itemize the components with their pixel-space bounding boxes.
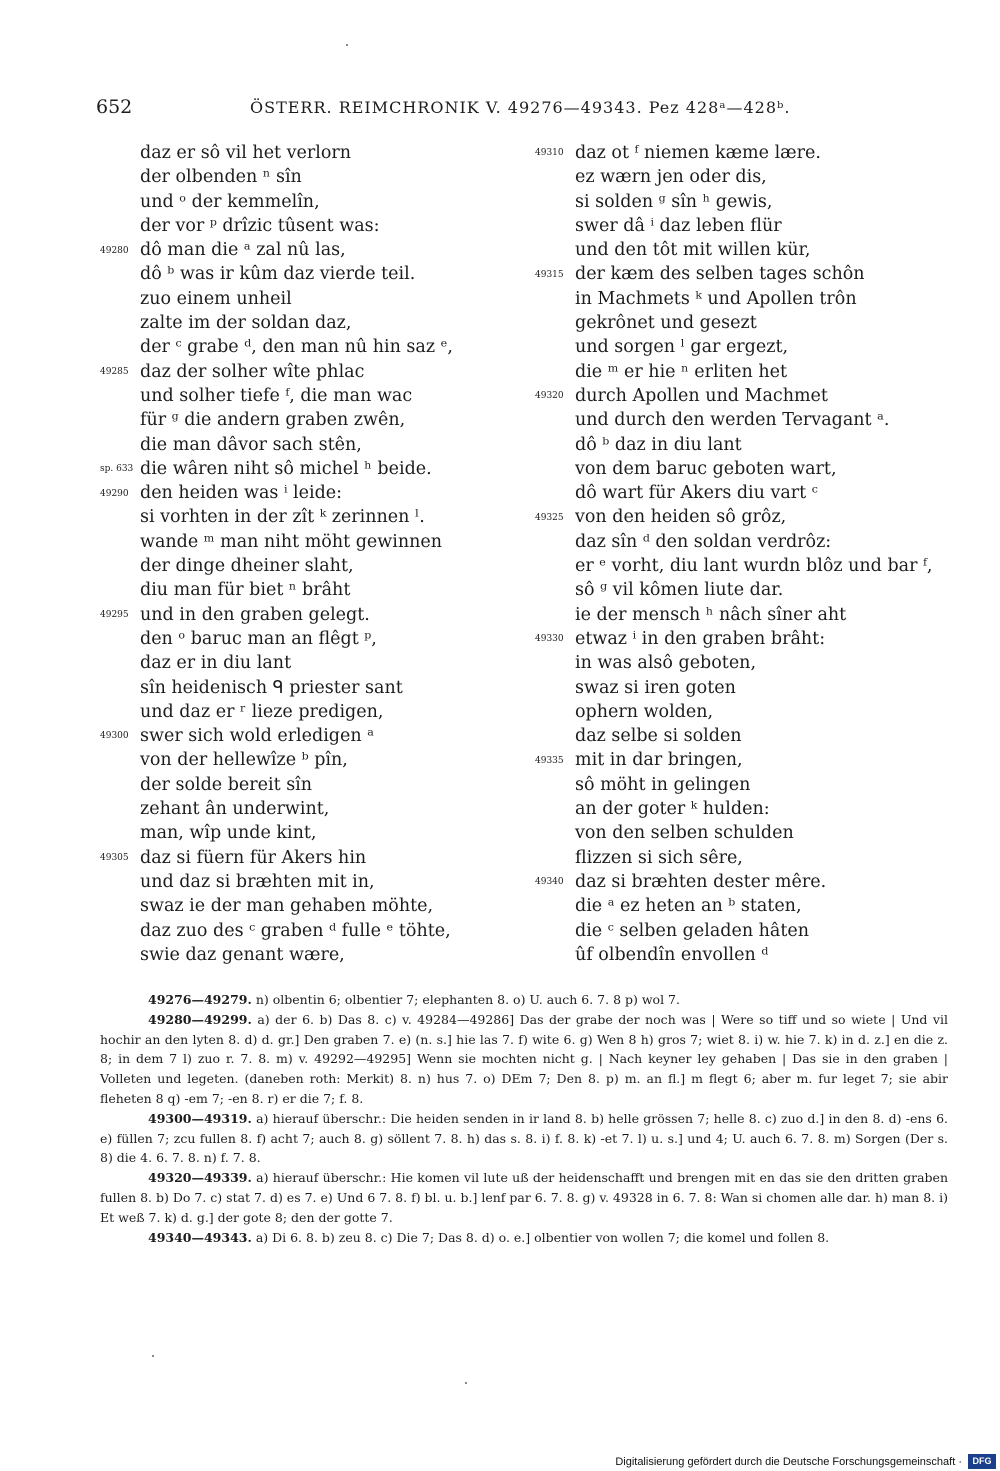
dfg-logo: DFG	[968, 1454, 996, 1469]
verse-text: daz er in diu lant	[140, 653, 292, 674]
verse-text: ez wærn jen oder dis,	[575, 167, 767, 188]
verse-line	[100, 214, 520, 238]
verse-text: si vorhten in der zît ᵏ zerinnen ˡ.	[140, 507, 425, 528]
verse-line	[100, 287, 520, 311]
verse-line	[535, 821, 975, 845]
verse-text: flizzen si sich sêre,	[575, 847, 743, 868]
verse-line	[535, 797, 975, 821]
verse-text: zalte im der soldan daz,	[140, 313, 352, 334]
verse-line	[535, 943, 975, 967]
verse-text: der vor ᵖ drîzic tûsent was:	[140, 215, 380, 236]
verse-text: gekrônet und gesezt	[575, 313, 757, 334]
line-number: 49325	[535, 512, 564, 523]
line-number: 49340	[535, 877, 564, 888]
critical-apparatus	[100, 990, 948, 1247]
verse-line	[535, 335, 975, 359]
verse-line	[535, 724, 975, 748]
verse-text: dô ᵇ daz in diu lant	[575, 434, 742, 455]
verse-line	[100, 530, 520, 554]
verse-line	[100, 481, 520, 505]
note-line-range: 49340—49343.	[148, 1229, 252, 1245]
verse-text: wande ᵐ man niht möht gewinnen	[140, 531, 442, 552]
verse-line	[535, 481, 975, 505]
verse-text: diu man für biet ⁿ brâht	[140, 580, 351, 601]
verse-text: und durch den werden Tervagant ᵃ.	[575, 410, 890, 431]
verse-text: und sorgen ˡ gar ergezt,	[575, 337, 789, 358]
line-number: 49285	[100, 367, 129, 378]
verse-line	[535, 603, 975, 627]
verse-line	[100, 457, 520, 481]
verse-line	[535, 894, 975, 918]
verse-line	[535, 311, 975, 335]
verse-line	[100, 603, 520, 627]
line-number: 49315	[535, 269, 564, 280]
verse-text: man, wîp unde kint,	[140, 823, 317, 844]
verse-line	[535, 433, 975, 457]
verse-text: die ᶜ selben geladen hâten	[575, 920, 810, 941]
verse-line	[100, 505, 520, 529]
verse-text: die man dâvor sach stên,	[140, 434, 362, 455]
line-number: 49290	[100, 488, 129, 499]
apparatus-note	[100, 1168, 948, 1227]
verse-line	[100, 165, 520, 189]
verse-text: sîn heidenisch ᑫ priester sant	[140, 677, 403, 698]
apparatus-note	[100, 1109, 948, 1168]
line-number: 49300	[100, 731, 129, 742]
verse-text: swer dâ ⁱ daz leben flür	[575, 215, 782, 236]
note-line-range: 49320—49339.	[148, 1170, 252, 1186]
verse-text: von dem baruc geboten wart,	[575, 458, 837, 479]
verse-line	[100, 651, 520, 675]
verse-line	[535, 505, 975, 529]
verse-line	[100, 943, 520, 967]
verse-text: und ᵒ der kemmelîn,	[140, 191, 320, 212]
verse-text: die ᵃ ez heten an ᵇ staten,	[575, 896, 802, 917]
line-number: 49310	[535, 148, 564, 159]
verse-text: und solher tiefe ᶠ, die man wac	[140, 385, 413, 406]
page-number: 652	[96, 96, 133, 118]
verse-text: dô wart für Akers diu vart ᶜ	[575, 483, 818, 504]
note-line-range: 49280—49299.	[148, 1011, 252, 1027]
verse-line	[535, 748, 975, 772]
verse-text: die wâren niht sô michel ʰ beide.	[140, 458, 432, 479]
verse-text: daz si füern für Akers hin	[140, 847, 367, 868]
line-number: 49330	[535, 634, 564, 645]
verse-text: swaz ie der man gehaben möhte,	[140, 896, 434, 917]
verse-text: von den selben schulden	[575, 823, 794, 844]
verse-text: in Machmets ᵏ und Apollen trôn	[575, 288, 857, 309]
verse-text: sô möht in gelingen	[575, 774, 751, 795]
verse-line	[100, 627, 520, 651]
verse-text: ie der mensch ʰ nâch sîner aht	[575, 604, 847, 625]
verse-text: die ᵐ er hie ⁿ erliten het	[575, 361, 788, 382]
verse-line	[535, 457, 975, 481]
verse-line	[535, 870, 975, 894]
line-number: 49295	[100, 609, 129, 620]
verse-line	[100, 894, 520, 918]
verse-line	[100, 821, 520, 845]
verse-line	[100, 724, 520, 748]
verse-line	[535, 238, 975, 262]
verse-text: dô ᵇ was ir kûm daz vierde teil.	[140, 264, 416, 285]
verse-text: der solde bereit sîn	[140, 774, 313, 795]
verse-line	[100, 238, 520, 262]
verse-text: von der hellewîze ᵇ pîn,	[140, 750, 348, 771]
verse-line	[100, 408, 520, 432]
verse-line	[535, 190, 975, 214]
verse-line	[100, 360, 520, 384]
note-text: a) hierauf überschr.: Hie komen vil lute uß der heidenschafft und brengen mit en das sie den dritten graben fullen 8. b) Do 7. c) stat 7. d) es 7. e) Und 6 7. 8. f) bl. u. b.] lenf par 6. 7. 8. g) v. 49328 in 6. 7. 8: Wan si chomen alle dar. h) man 8. i) Et weß 7. k) d. g.] der gote 8; den der gotte 7.	[100, 1170, 948, 1225]
verse-text: swaz si iren goten	[575, 677, 736, 698]
verse-line	[535, 676, 975, 700]
verse-line	[100, 797, 520, 821]
verse-text: daz si bræhten dester mêre.	[575, 871, 827, 892]
verse-text: der kæm des selben tages schôn	[575, 264, 865, 285]
verse-text: den ᵒ baruc man an flêgt ᵖ,	[140, 628, 377, 649]
verse-text: etwaz ⁱ in den graben brâht:	[575, 628, 826, 649]
digitization-footer	[615, 1452, 1000, 1471]
verse-column-right	[535, 141, 975, 967]
apparatus-note	[100, 990, 948, 1010]
verse-text: daz selbe si solden	[575, 726, 742, 747]
verse-text: und in den graben gelegt.	[140, 604, 370, 625]
verse-text: ophern wolden,	[575, 701, 714, 722]
line-number: 49280	[100, 245, 129, 256]
verse-text: daz der solher wîte phlac	[140, 361, 365, 382]
verse-line	[535, 141, 975, 165]
verse-text: daz sîn ᵈ den soldan verdrôz:	[575, 531, 832, 552]
verse-line	[535, 651, 975, 675]
verse-text: in was alsô geboten,	[575, 653, 757, 674]
verse-line	[100, 846, 520, 870]
verse-text: den heiden was ⁱ leide:	[140, 483, 343, 504]
verse-line	[100, 141, 520, 165]
verse-line	[535, 846, 975, 870]
verse-text: für ᵍ die andern graben zwên,	[140, 410, 406, 431]
verse-line	[100, 311, 520, 335]
verse-line	[535, 530, 975, 554]
verse-text: der ᶜ grabe ᵈ, den man nû hin saz ᵉ,	[140, 337, 453, 358]
verse-text: dô man die ᵃ zal nû las,	[140, 240, 346, 261]
footer-credit: Digitalisierung gefördert durch die Deutsche Forschungsgemeinschaft ·	[615, 1455, 962, 1468]
verse-text: mit in dar bringen,	[575, 750, 743, 771]
line-number: 49320	[535, 391, 564, 402]
verse-text: und daz er ʳ lieze predigen,	[140, 701, 384, 722]
note-text: a) der 6. b) Das 8. c) v. 49284—49286] Das der grabe der noch was | Were so tiff und so wiete | Und vil hochir an den lyten 8. d) d. gr.] Den graben 7. e) (n. s.] hie las 7. f) wite 6. g) Wen 8 h) gros 7; wiet 8. i) w. hie 7. k) in d. z.] en die z. 8; in dem 7 l) zuo r. 7. 8. m) v. 49292—49295] Wenn sie mochten nicht g. | Nach keyner ley gehaben | Das sie in den graben | Volleten und legeten. (daneben roth: Merkit) 8. n) hus 7. o) DEm 7; Den 8. p) m. an fl.] m flegt 6; aber m. fur leget 7; sie abir fleheten 8 q) -em 7; -en 8. r) er die 7; f. 8.	[100, 1011, 948, 1106]
verse-line	[100, 335, 520, 359]
verse-text: zehant ân underwint,	[140, 799, 330, 820]
verse-line	[535, 262, 975, 286]
verse-line	[535, 919, 975, 943]
note-text: n) olbentin 6; olbentier 7; elephanten 8. o) U. auch 6. 7. 8 p) wol 7.	[255, 992, 680, 1007]
verse-text: sô ᵍ vil kômen liute dar.	[575, 580, 784, 601]
verse-text: daz er sô vil het verlorn	[140, 143, 352, 163]
note-text: a) Di 6. 8. b) zeu 8. c) Die 7; Das 8. d) o. e.] olbentier von wollen 7; die komel und follen 8.	[255, 1229, 830, 1245]
verse-text: zuo einem unheil	[140, 288, 292, 309]
verse-line	[100, 384, 520, 408]
running-header	[0, 96, 1000, 124]
verse-line	[535, 214, 975, 238]
verse-line	[100, 773, 520, 797]
line-number: 49305	[100, 852, 129, 863]
verse-line	[100, 676, 520, 700]
verse-text: daz ot ᶠ niemen kæme lære.	[575, 143, 821, 163]
verse-text: von den heiden sô grôz,	[575, 507, 787, 528]
note-text: a) hierauf überschr.: Die heiden senden in ir land 8. b) helle grössen 7; helle 8. c) zuo d.] in den 8. d) -ens 6. e) füllen 7; zcu fullen 8. f) acht 7; auch 8. g) söllent 7. 8. h) das s. 8. i) f. 8. k) -et 7. l) u. s.] und 4; U. auch 6. 7. 8. m) Sorgen (Der s. 8) die 4. 6. 7. 8. n) f. 7. 8.	[100, 1110, 948, 1166]
verse-line	[100, 578, 520, 602]
verse-text: swer sich wold erledigen ᵃ	[140, 726, 374, 747]
verse-text: er ᵉ vorht, diu lant wurdn blôz und bar ᶠ,	[575, 556, 933, 577]
verse-line	[100, 433, 520, 457]
verse-text: der olbenden ⁿ sîn	[140, 167, 302, 188]
verse-text: ûf olbendîn envollen ᵈ	[575, 944, 769, 965]
verse-line	[535, 578, 975, 602]
note-line-range: 49300—49319.	[148, 1110, 252, 1126]
verse-line	[535, 165, 975, 189]
verse-text: durch Apollen und Machmet	[575, 385, 828, 406]
verse-line	[535, 627, 975, 651]
verse-line	[100, 919, 520, 943]
verse-line	[535, 773, 975, 797]
verse-line	[535, 384, 975, 408]
line-number: 49335	[535, 755, 564, 766]
verse-line	[535, 408, 975, 432]
verse-line	[535, 360, 975, 384]
verse-text: der dinge dheiner slaht,	[140, 556, 354, 577]
verse-text: an der goter ᵏ hulden:	[575, 799, 770, 820]
apparatus-note	[100, 1010, 948, 1109]
verse-line	[100, 700, 520, 724]
apparatus-note	[100, 1228, 948, 1248]
verse-line	[100, 748, 520, 772]
verse-line	[535, 554, 975, 578]
verse-text: swie daz genant wære,	[140, 944, 345, 965]
verse-line	[100, 554, 520, 578]
verse-line	[100, 870, 520, 894]
verse-text: und den tôt mit willen kür,	[575, 240, 811, 261]
line-number: sp. 633	[100, 464, 134, 475]
verse-line	[535, 287, 975, 311]
verse-line	[535, 700, 975, 724]
running-title: ÖSTERR. REIMCHRONIK V. 49276—49343. Pez 428ᵃ—428ᵇ.	[250, 98, 791, 117]
note-line-range: 49276—49279.	[148, 992, 252, 1007]
verse-text: und daz si bræhten mit in,	[140, 871, 375, 892]
verse-column-left	[100, 141, 520, 967]
verse-text: daz zuo des ᶜ graben ᵈ fulle ᵉ töhte,	[140, 920, 451, 941]
verse-line	[100, 190, 520, 214]
verse-text: si solden ᵍ sîn ʰ gewis,	[575, 191, 773, 212]
verse-line	[100, 262, 520, 286]
